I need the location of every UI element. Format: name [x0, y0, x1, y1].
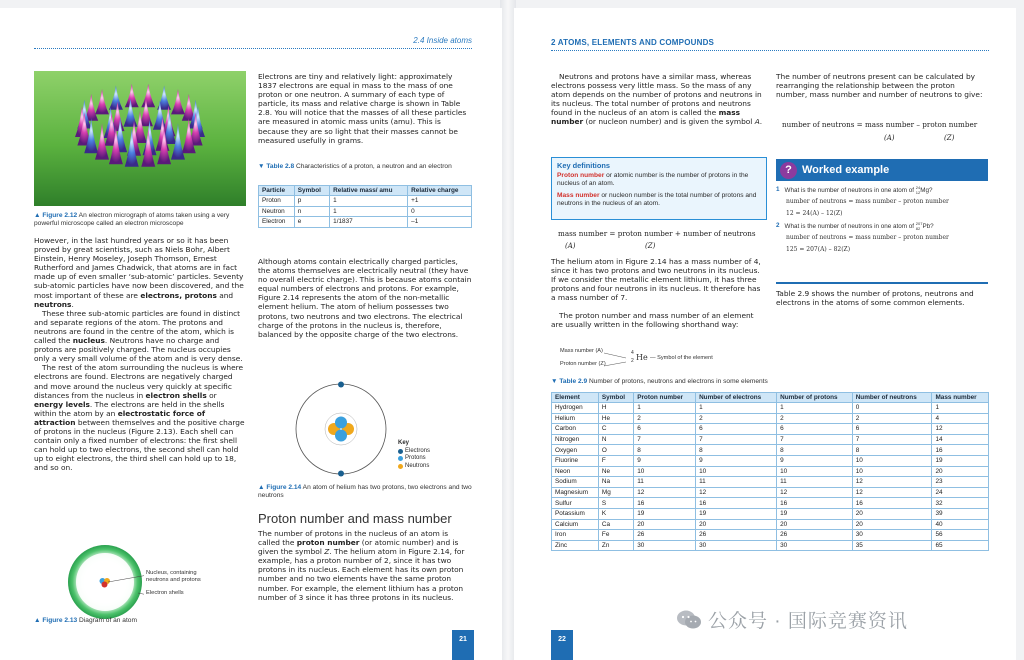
definition-mass-number: [557, 192, 761, 208]
table-row: [552, 487, 989, 498]
table-cell: 20: [852, 508, 932, 519]
table-cell: He: [598, 413, 633, 424]
worked-answer-line: 12 = 24(A) – 12(Z): [786, 210, 843, 218]
mass-number-equation: mass number = proton number + number of neutrons: [558, 229, 756, 238]
table-cell: 6: [634, 424, 696, 435]
table-row: [259, 196, 472, 207]
term-nucleus: nucleus: [72, 336, 105, 346]
table-cell: Proton: [259, 196, 295, 207]
left-column-text: [34, 236, 246, 472]
table-cell: 30: [634, 540, 696, 551]
table-cell: 12: [696, 487, 777, 498]
table-cell: –1: [408, 217, 472, 228]
table-cell: Ca: [598, 519, 633, 530]
term-proton-number: proton number: [296, 538, 360, 548]
table-2-8: [258, 185, 472, 228]
table-cell: Iron: [552, 530, 599, 541]
definition-term: Proton number: [557, 172, 605, 179]
table-cell: 20: [932, 466, 989, 477]
equation-symbol-a: (A): [884, 134, 895, 142]
table-cell: 12: [777, 487, 853, 498]
table-cell: Oxygen: [552, 445, 599, 456]
caption-text: Number of protons, neutrons and electrons in some elements: [588, 378, 768, 385]
text: (or nucleon number) and is given the symbol: [583, 117, 755, 127]
caption-label: Figure 2.14: [266, 484, 302, 491]
key-label: Electrons: [405, 447, 431, 454]
table-row: [259, 217, 472, 228]
left-page: [0, 8, 502, 660]
table-cell: O: [598, 445, 633, 456]
text: The number of protons in the nucleus of an atom is called the: [258, 529, 449, 548]
question-stem: What is the number of neutrons in one atom of: [784, 223, 915, 231]
worked-example-rule: [776, 282, 988, 284]
table-cell: 20: [634, 519, 696, 530]
shorthand-proton-value: 2: [631, 358, 634, 364]
table-cell: 10: [777, 466, 853, 477]
text: and: [216, 290, 234, 300]
paragraph: [34, 309, 246, 364]
table-cell: 6: [852, 424, 932, 435]
table-cell: Calcium: [552, 519, 599, 530]
table-cell: Zinc: [552, 540, 599, 551]
figure-2-12-caption: [34, 212, 248, 228]
question-mark-icon: ?: [780, 162, 797, 179]
table-cell: 8: [852, 445, 932, 456]
table-cell: 12: [852, 477, 932, 488]
table-cell: N: [598, 434, 633, 445]
table-cell: 0: [408, 206, 472, 217]
table-cell: S: [598, 498, 633, 509]
table-cell: 30: [852, 530, 932, 541]
column-header: Element: [552, 393, 599, 403]
text: . Neutrons have no charge and protons are positively charged. The nucleus occupies only a very small volume of the atom and is very dense.: [34, 336, 243, 364]
table-cell: H: [598, 403, 633, 414]
table-row: [552, 403, 989, 414]
table-cell: 7: [696, 434, 777, 445]
table-cell: 20: [696, 519, 777, 530]
table-cell: 11: [777, 477, 853, 488]
table-row: [552, 508, 989, 519]
table-cell: 2: [696, 413, 777, 424]
text: .: [71, 299, 74, 309]
running-head: 2.4 Inside atoms: [413, 36, 472, 45]
table-cell: 11: [696, 477, 777, 488]
caption-label: Table 2.8: [266, 163, 295, 170]
nuclide-proton: 82: [915, 225, 921, 231]
worked-example-body: [776, 186, 988, 258]
symbol-label-wrapper: — Symbol of the element: [650, 355, 713, 361]
neutron-equation: number of neutrons = mass number – proton number: [782, 120, 978, 129]
table-cell: 8: [634, 445, 696, 456]
table-cell: Magnesium: [552, 487, 599, 498]
right-column-intro: Electrons are tiny and relatively light: approximately 1837 electrons are equal in mass to the mass of one proton or one neutron. A summary of each type of particle, its mass and relative charge is shown in Table 2.8. You will notice that the masses of all these particles are measured in atomic mass units (amu). This is because they are so light that their masses cannot be measured usefully in grams.: [258, 72, 467, 145]
worked-example-banner: [776, 159, 988, 181]
right-page: [514, 8, 1016, 660]
table-cell: 6: [696, 424, 777, 435]
text: The rest of the atom surrounding the nucleus is where electrons are found. Electrons are negatively charged and move around the nucleus very quickly at specific distances from the nucleus in: [34, 363, 244, 400]
equation-symbol-z: (Z): [645, 242, 656, 250]
figure-2-13-caption: [34, 617, 234, 625]
table-row: [552, 540, 989, 551]
caption-label: Table 2.9: [559, 378, 588, 385]
table-cell: e: [294, 217, 329, 228]
table-cell: 0: [852, 403, 932, 414]
worked-question: [776, 186, 988, 195]
table-cell: 1: [634, 403, 696, 414]
atom-shell-diagram: [66, 543, 144, 621]
table-cell: 12: [852, 487, 932, 498]
table-row: [552, 466, 989, 477]
column-header: Number of neutrons: [852, 393, 932, 403]
neutron-calc-paragraph: The number of neutrons present can be calculated by rearranging the relationship between the proton number, mass number and number of neutrons to give:: [776, 72, 983, 100]
helium-atom-diagram: [292, 380, 390, 478]
table-cell: 16: [932, 445, 989, 456]
table-row: [552, 530, 989, 541]
table-row: [552, 445, 989, 456]
table-cell: n: [294, 206, 329, 217]
table-cell: 26: [634, 530, 696, 541]
electron-dot-icon: [398, 449, 403, 454]
table-cell: 1/1837: [330, 217, 408, 228]
wechat-watermark: [676, 606, 908, 633]
worked-answer-line: 125 = 207(A) – 82(Z): [786, 246, 851, 254]
table-cell: 40: [932, 519, 989, 530]
table-row: [259, 206, 472, 217]
column-header: Symbol: [598, 393, 633, 403]
table-cell: 10: [852, 455, 932, 466]
shorthand-mass-value: 4: [631, 350, 634, 356]
table-cell: Zn: [598, 540, 633, 551]
caption-text: Diagram of an atom: [79, 617, 137, 624]
caption-marker: ▼: [258, 163, 265, 170]
caption-marker: ▲: [34, 212, 41, 219]
table-row: [552, 434, 989, 445]
table-2-9: [551, 392, 989, 551]
shorthand-notation-diagram: [560, 348, 740, 372]
table-cell: p: [294, 196, 329, 207]
table-row: [552, 455, 989, 466]
table-cell: 1: [932, 403, 989, 414]
nuclide-element: Pb: [922, 223, 931, 231]
table-cell: Sodium: [552, 477, 599, 488]
header-rule: [34, 48, 472, 49]
atom-diagram-key: [398, 440, 430, 470]
text: However, in the last hundred years or so it has been proved by great scientists, such as Niels Bohr, Albert Einstein, Henry Moseley, Joseph Thomson, Ernest Rutherford and James Chadwick, that atoms are in fact made up of even smaller ‘sub-atomic’ particles. Seventy sub-atomic particles have now been discovered, and the most important of these are: [34, 236, 244, 300]
term-energy-levels: energy levels: [34, 399, 90, 409]
table-cell: 2: [852, 413, 932, 424]
neutral-atom-paragraph: Although atoms contain electrically charged particles, the atoms themselves are electrically neutral (they have no overall electric charge). This is because atoms contain equal numbers of electrons and protons. For example, Figure 2.14 represents the atom of the non-metallic element helium. The atom of helium possesses two protons, two neutrons and two electrons. The electrical charge of the protons in the nucleus is, therefore, balanced by the opposite charge of the two electrons.: [258, 257, 472, 339]
shorthand-symbol: He: [636, 353, 648, 362]
column-header: Mass number: [932, 393, 989, 403]
nuclide-mass: 207: [915, 221, 923, 227]
table-cell: Nitrogen: [552, 434, 599, 445]
nuclide-mass: 24: [915, 185, 921, 190]
text: .: [759, 117, 763, 127]
table-cell: 12: [932, 424, 989, 435]
table-cell: Mg: [598, 487, 633, 498]
question-text: What is the number of neutrons in one atom of 207 82 Pb?: [784, 221, 934, 231]
table-row: [552, 477, 989, 488]
caption-marker: ▲: [258, 484, 265, 491]
proton-number-paragraph: [258, 529, 472, 602]
table-cell: 16: [777, 498, 853, 509]
mass-number-paragraph: [551, 72, 765, 127]
shell-diagram-labels: [146, 570, 216, 597]
column-header: Particle: [259, 186, 295, 196]
term-electron-shells: electron shells: [145, 390, 207, 400]
table-cell: 8: [777, 445, 853, 456]
table-cell: 4: [932, 413, 989, 424]
paragraph: [34, 363, 246, 472]
text: These three sub-atomic particles are found in distinct and separate regions of the atom. The protons and neutrons are found in the centre of the atom, which is called the: [34, 308, 241, 346]
table-cell: 2: [634, 413, 696, 424]
table-row: [552, 519, 989, 530]
table-cell: Potassium: [552, 508, 599, 519]
caption-marker: ▼: [551, 378, 558, 385]
table-cell: C: [598, 424, 633, 435]
table-cell: 39: [932, 508, 989, 519]
table-cell: 56: [932, 530, 989, 541]
nuclide-element: Mg: [920, 187, 929, 195]
table-cell: Neon: [552, 466, 599, 477]
term-electrostatic-force: electrostatic force of attraction: [34, 408, 206, 427]
caption-text: An electron micrograph of atoms taken using a very powerful microscope called an electron microscope: [34, 212, 230, 227]
table-cell: Carbon: [552, 424, 599, 435]
column-header: Number of electrons: [696, 393, 777, 403]
table-cell: 16: [852, 498, 932, 509]
page-number: 21: [452, 630, 474, 660]
caption-marker: ▲: [34, 617, 41, 624]
header-rule: [551, 50, 989, 51]
column-header: Number of protons: [777, 393, 853, 403]
electron-micrograph-image: [34, 71, 246, 206]
table-cell: 11: [634, 477, 696, 488]
table-cell: 23: [932, 477, 989, 488]
table-row: [552, 413, 989, 424]
helium-lithium-paragraph: The helium atom in Figure 2.14 has a mass number of 4, since it has two protons and two neutrons in its nucleus. If we consider the metallic element lithium, it has three protons and four neutrons in its nucleus. It therefore has a mass number of 7.: [551, 257, 761, 303]
table-cell: 30: [777, 540, 853, 551]
worked-example-title: Worked example: [802, 164, 890, 176]
section-heading: Proton number and mass number: [258, 511, 452, 526]
column-header: Relative mass/ amu: [330, 186, 408, 196]
table-cell: 9: [696, 455, 777, 466]
worked-answer-line: number of neutrons = mass number – proton number: [786, 234, 949, 242]
table-cell: Helium: [552, 413, 599, 424]
mass-number-label: Mass number (A): [560, 348, 603, 354]
table-cell: 65: [932, 540, 989, 551]
symbol-a: A: [754, 117, 760, 127]
table-cell: 1: [330, 196, 408, 207]
table-cell: 32: [932, 498, 989, 509]
key-electrons: [398, 448, 430, 456]
table-cell: 10: [696, 466, 777, 477]
table-cell: 19: [932, 455, 989, 466]
table-cell: 19: [777, 508, 853, 519]
table-cell: 7: [634, 434, 696, 445]
question-number: 1: [776, 186, 780, 193]
text: (or atomic number) and is given the symbol: [258, 538, 459, 557]
table-cell: 1: [696, 403, 777, 414]
electron-shells-label: Electron shells: [146, 590, 184, 596]
table-row: [552, 424, 989, 435]
text: between themselves and the positive charge of protons in the nucleus (Figure 2.13). Each shell can contain only a fixed number of electrons: the first shell can hold up to two electrons, the second shell can hold up to eight electrons, the third shell can hold up to 18, and so on.: [34, 417, 245, 473]
symbol-label: Symbol of the element: [657, 355, 713, 361]
definition-proton-number: [557, 172, 761, 188]
definition-text: or nucleon number is the total number of protons and neutrons in the nucleus of an atom.: [557, 192, 757, 207]
key-neutrons: [398, 463, 430, 471]
shorthand-paragraph: The proton number and mass number of an element are usually written in the following shorthand way:: [551, 311, 754, 330]
proton-number-label: Proton number (Z): [560, 361, 606, 367]
table-cell: +1: [408, 196, 472, 207]
table-cell: 14: [932, 434, 989, 445]
key-label: Protons: [405, 455, 426, 461]
table-cell: Fe: [598, 530, 633, 541]
caption-text: Characteristics of a proton, a neutron and an electron: [295, 163, 452, 170]
table-cell: Ne: [598, 466, 633, 477]
key-definitions-title: Key definitions: [557, 161, 610, 170]
table-cell: Electron: [259, 217, 295, 228]
table-cell: 19: [634, 508, 696, 519]
table-cell: 20: [852, 519, 932, 530]
caption-label: Figure 2.13: [42, 617, 78, 624]
nucleus-label: Nucleus, containing neutrons and protons: [146, 570, 201, 583]
nuclide-proton: 12: [915, 189, 921, 195]
table-cell: Sulfur: [552, 498, 599, 509]
table-cell: 7: [777, 434, 853, 445]
key-protons: [398, 455, 430, 463]
table-cell: 35: [852, 540, 932, 551]
table-cell: 1: [330, 206, 408, 217]
table-cell: 16: [634, 498, 696, 509]
key-title: Key: [398, 440, 410, 446]
text: Neutrons and protons have a similar mass, whereas electrons possess very little mass. So the mass of any atom depends on the number of protons and neutrons in its nucleus. The total number of protons and neutrons found in the nucleus of an atom is called the: [551, 72, 762, 118]
column-header: Proton number: [634, 393, 696, 403]
table-cell: 1: [777, 403, 853, 414]
table-cell: 10: [852, 466, 932, 477]
table-cell: 9: [634, 455, 696, 466]
proton-dot-icon: [398, 456, 403, 461]
table-cell: 16: [696, 498, 777, 509]
table-cell: 9: [777, 455, 853, 466]
table-cell: Na: [598, 477, 633, 488]
term-electrons-protons: electrons, protons: [140, 290, 217, 300]
key-definitions-box: [551, 157, 767, 220]
text: . The electrons are held in the shells within the atom by an: [34, 399, 225, 418]
shorthand-connector-lines: [604, 350, 634, 370]
column-header: Relative charge: [408, 186, 472, 196]
caption-text: An atom of helium has two protons, two electrons and two neutrons: [258, 484, 472, 499]
question-text: What is the number of neutrons in one atom of 24 12 Mg?: [784, 185, 933, 195]
table-2-8-caption: [258, 163, 472, 171]
equation-symbol-a: (A): [565, 242, 576, 250]
text: . The helium atom in Figure 2.14, for example, has a proton number of 2, since it has two protons in its nucleus. Each element has its own proton number and no two elements have the same proton number. For example, the element lithium has a proton number of 3 since it has three protons in its nucleus.: [258, 547, 465, 602]
definition-term: Mass number: [557, 192, 600, 199]
table-cell: 8: [696, 445, 777, 456]
running-head: 2 ATOMS, ELEMENTS AND COMPOUNDS: [551, 38, 715, 47]
table-cell: 24: [932, 487, 989, 498]
key-label: Neutrons: [405, 462, 430, 469]
table-cell: 10: [634, 466, 696, 477]
wechat-icon: [676, 609, 702, 631]
table-cell: 6: [777, 424, 853, 435]
definition-text: or atomic number is the number of protons in the nucleus of an atom.: [557, 172, 749, 187]
table-cell: K: [598, 508, 633, 519]
paragraph: [34, 236, 246, 309]
neutron-dot-icon: [398, 464, 403, 469]
table-cell: 30: [696, 540, 777, 551]
term-mass-number: mass number: [551, 108, 741, 127]
page-number: 22: [551, 630, 573, 660]
question-number: 2: [776, 222, 780, 230]
table-cell: F: [598, 455, 633, 466]
table-cell: 26: [777, 530, 853, 541]
table-cell: 2: [777, 413, 853, 424]
text: or: [206, 390, 217, 400]
question-stem: What is the number of neutrons in one atom of: [784, 187, 915, 195]
figure-2-14-caption: [258, 484, 472, 500]
table-cell: 26: [696, 530, 777, 541]
table-cell: 20: [777, 519, 853, 530]
caption-label: Figure 2.12: [42, 212, 78, 219]
symbol-z: Z: [324, 547, 330, 557]
table-row: [552, 498, 989, 509]
worked-question: [776, 222, 988, 231]
table-cell: Hydrogen: [552, 403, 599, 414]
worked-answer-line: number of neutrons = mass number – proton number: [786, 198, 949, 206]
table-intro-paragraph: Table 2.9 shows the number of protons, neutrons and electrons in the atoms of some common elements.: [776, 289, 974, 308]
table-cell: 19: [696, 508, 777, 519]
table-cell: 7: [852, 434, 932, 445]
table-cell: Fluorine: [552, 455, 599, 466]
watermark-text: 公众号 · 国际竞赛资讯: [708, 611, 908, 632]
column-header: Symbol: [294, 186, 329, 196]
table-2-9-caption: [551, 378, 991, 386]
table-cell: Neutron: [259, 206, 295, 217]
equation-symbol-z: (Z): [944, 134, 955, 142]
term-neutrons: neutrons: [34, 299, 72, 309]
table-cell: 12: [634, 487, 696, 498]
